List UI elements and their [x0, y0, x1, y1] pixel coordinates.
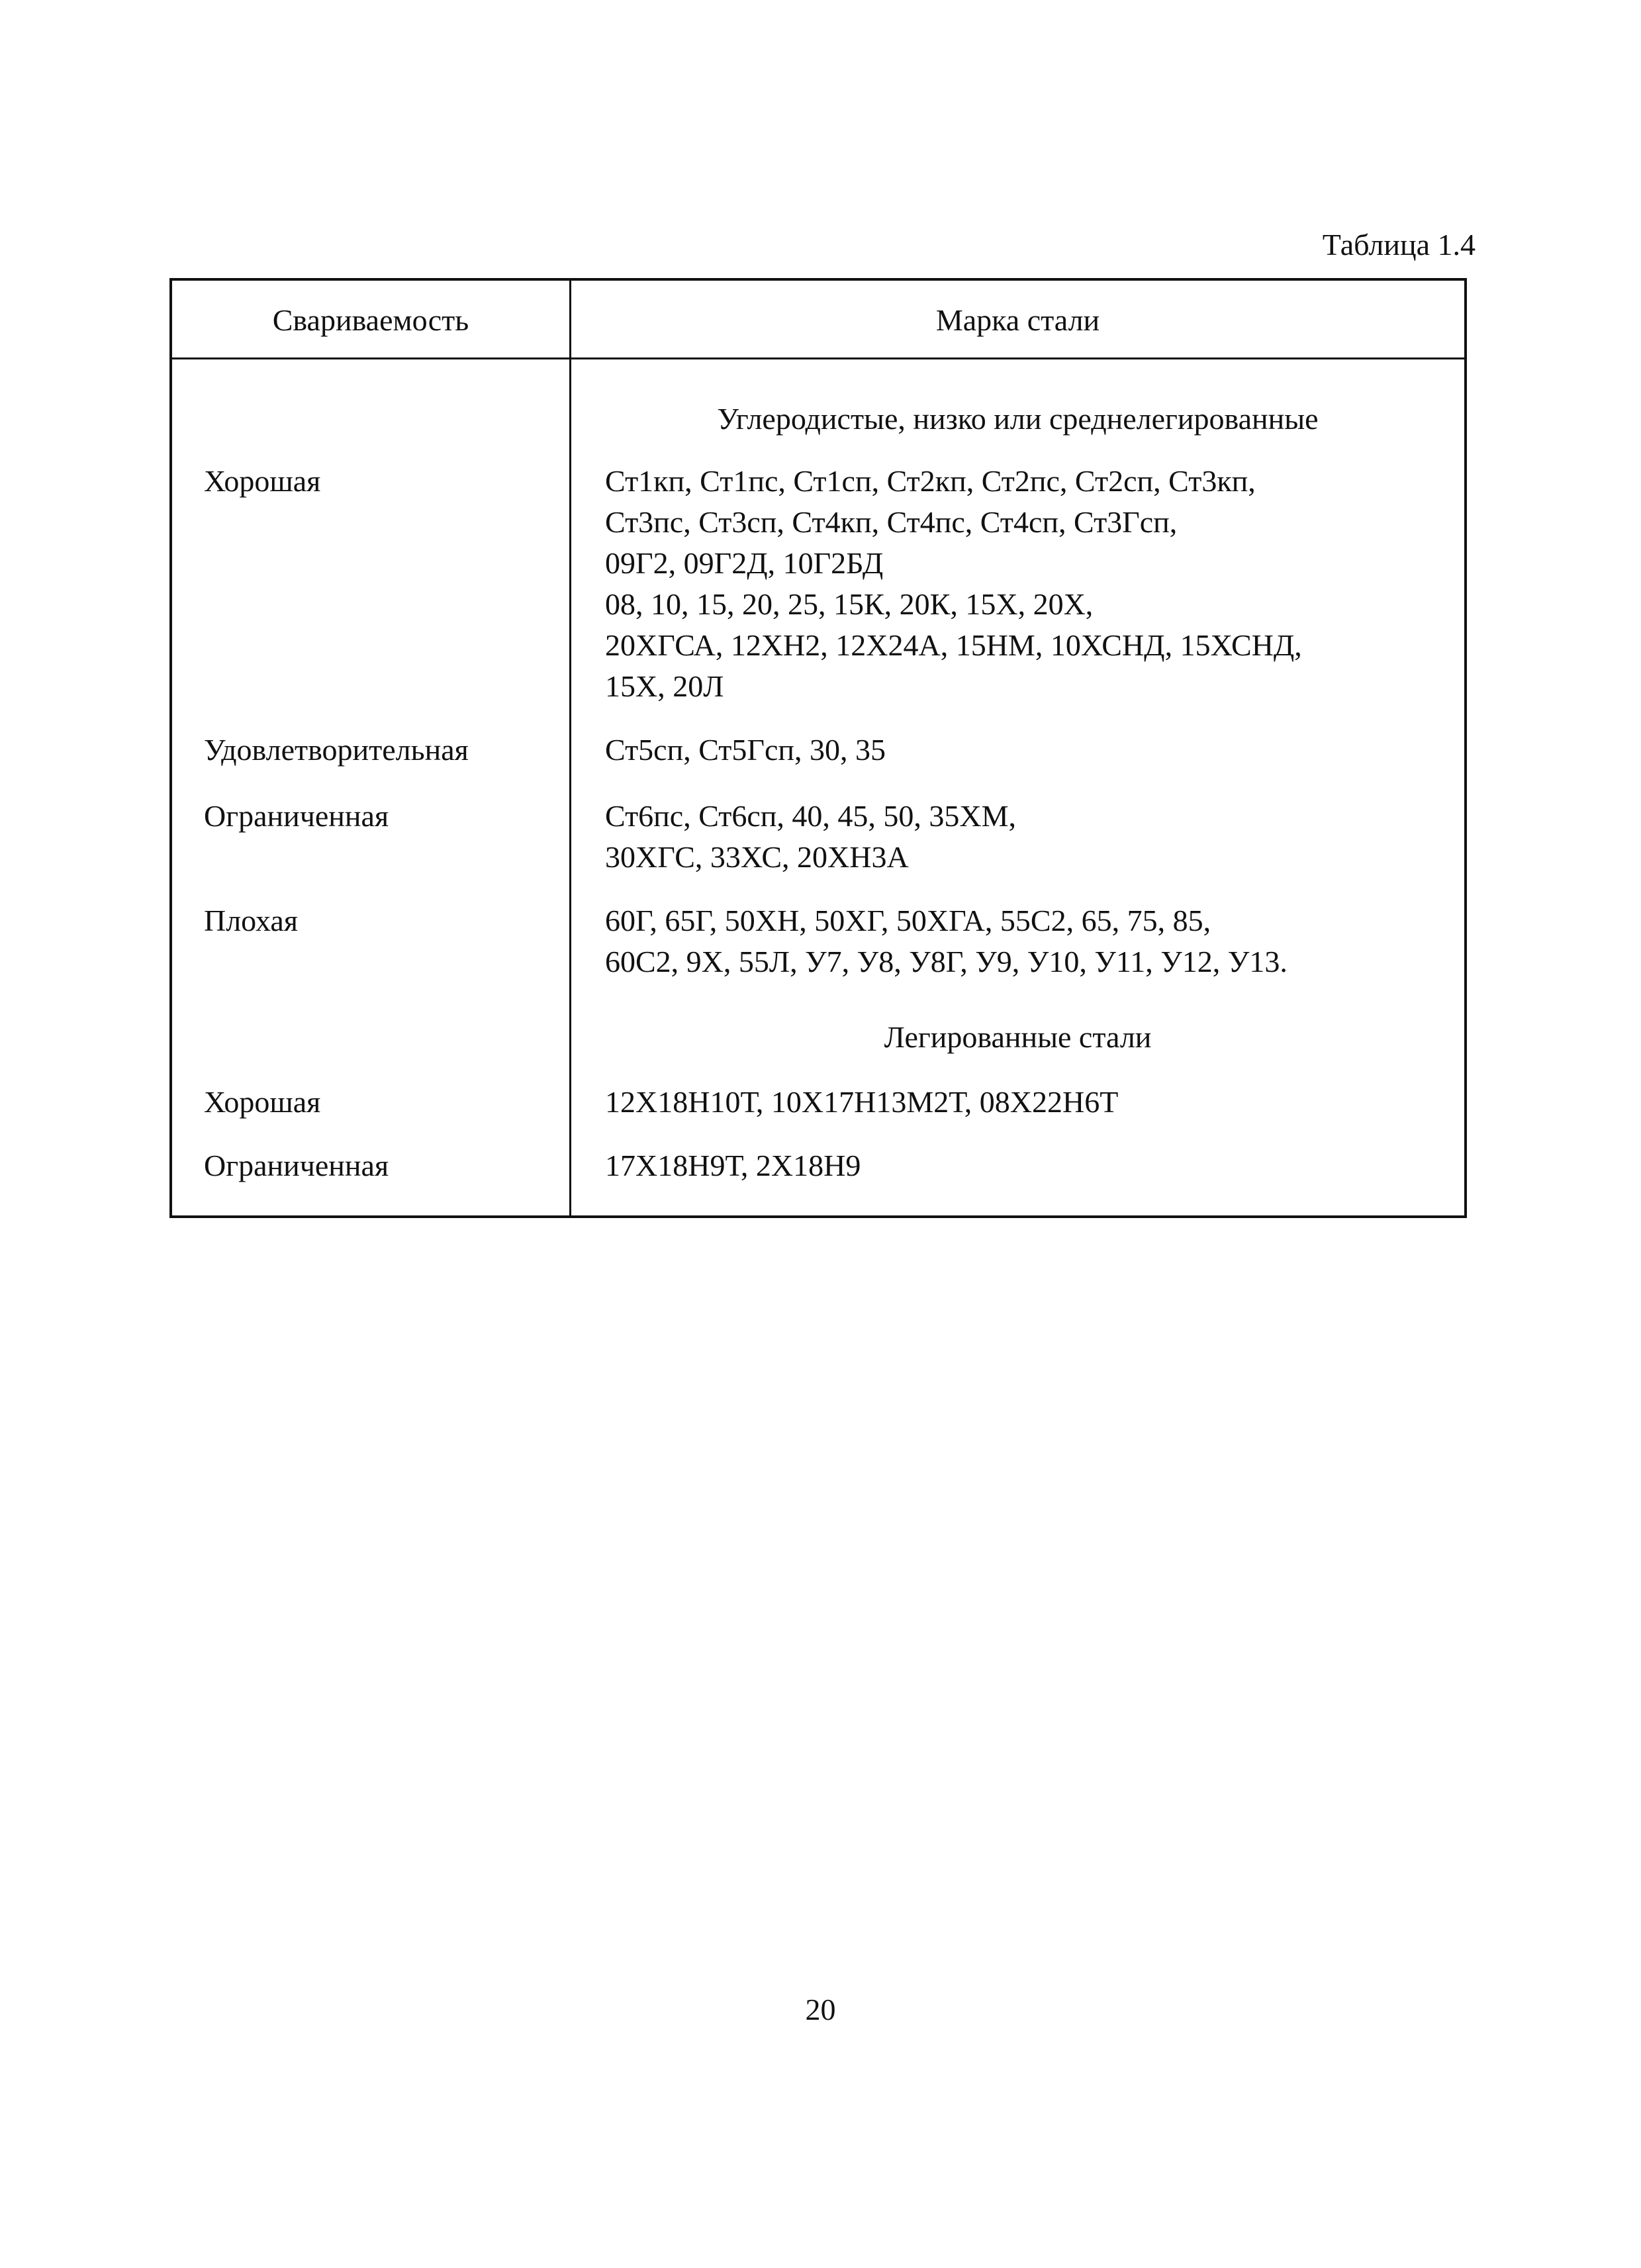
row-weldability-poor: Плохая — [204, 904, 298, 937]
grade-line: Ст1кп, Ст1пс, Ст1сп, Ст2кп, Ст2пс, Ст2сп, Ст3кп, — [605, 464, 1256, 498]
grade-line: 09Г2, 09Г2Д, 10Г2БД — [605, 546, 884, 580]
row-weldability-limited: Ограниченная — [204, 799, 389, 833]
grade-line: 60С2, 9Х, 55Л, У7, У8, У8Г, У9, У10, У11, У12, У13. — [605, 945, 1288, 978]
steel-weldability-table — [169, 278, 1467, 1218]
row-weldability-good: Хорошая — [204, 464, 321, 498]
grade-line: 60Г, 65Г, 50ХН, 50ХГ, 50ХГА, 55С2, 65, 75, 85, — [605, 904, 1211, 937]
grade-line: 17Х18Н9Т, 2Х18Н9 — [605, 1149, 861, 1182]
grade-line: 08, 10, 15, 20, 25, 15К, 20К, 15Х, 20Х, — [605, 587, 1094, 621]
grade-line: 15Х, 20Л — [605, 669, 724, 703]
grade-line: Ст6пс, Ст6сп, 40, 45, 50, 35ХМ, — [605, 799, 1017, 833]
page-number: 20 — [805, 1993, 836, 2026]
header-weldability: Свариваемость — [272, 303, 469, 337]
grade-line: Ст3пс, Ст3сп, Ст4кп, Ст4пс, Ст4сп, Ст3Гсп, — [605, 505, 1178, 539]
grade-line: 12Х18Н10Т, 10Х17Н13М2Т, 08Х22Н6Т — [605, 1085, 1119, 1119]
row-weldability-good: Хорошая — [204, 1085, 321, 1119]
grade-line: Ст5сп, Ст5Гсп, 30, 35 — [605, 733, 886, 767]
header-steel-grade: Марка стали — [935, 303, 1100, 337]
row-weldability-satisfactory: Удовлетворительная — [204, 733, 469, 767]
grade-line: 20ХГСА, 12ХН2, 12Х24А, 15НМ, 10ХСНД, 15ХСНД, — [605, 628, 1302, 662]
table-caption: Таблица 1.4 — [1322, 228, 1476, 261]
group-title-alloy: Легированные стали — [884, 1020, 1152, 1054]
group-title-carbon: Углеродистые, низко или среднелегированные — [717, 402, 1319, 436]
row-weldability-limited: Ограниченная — [204, 1149, 389, 1182]
grade-line: 30ХГС, 33ХС, 20ХН3А — [605, 840, 909, 874]
header-divider — [172, 357, 1464, 359]
